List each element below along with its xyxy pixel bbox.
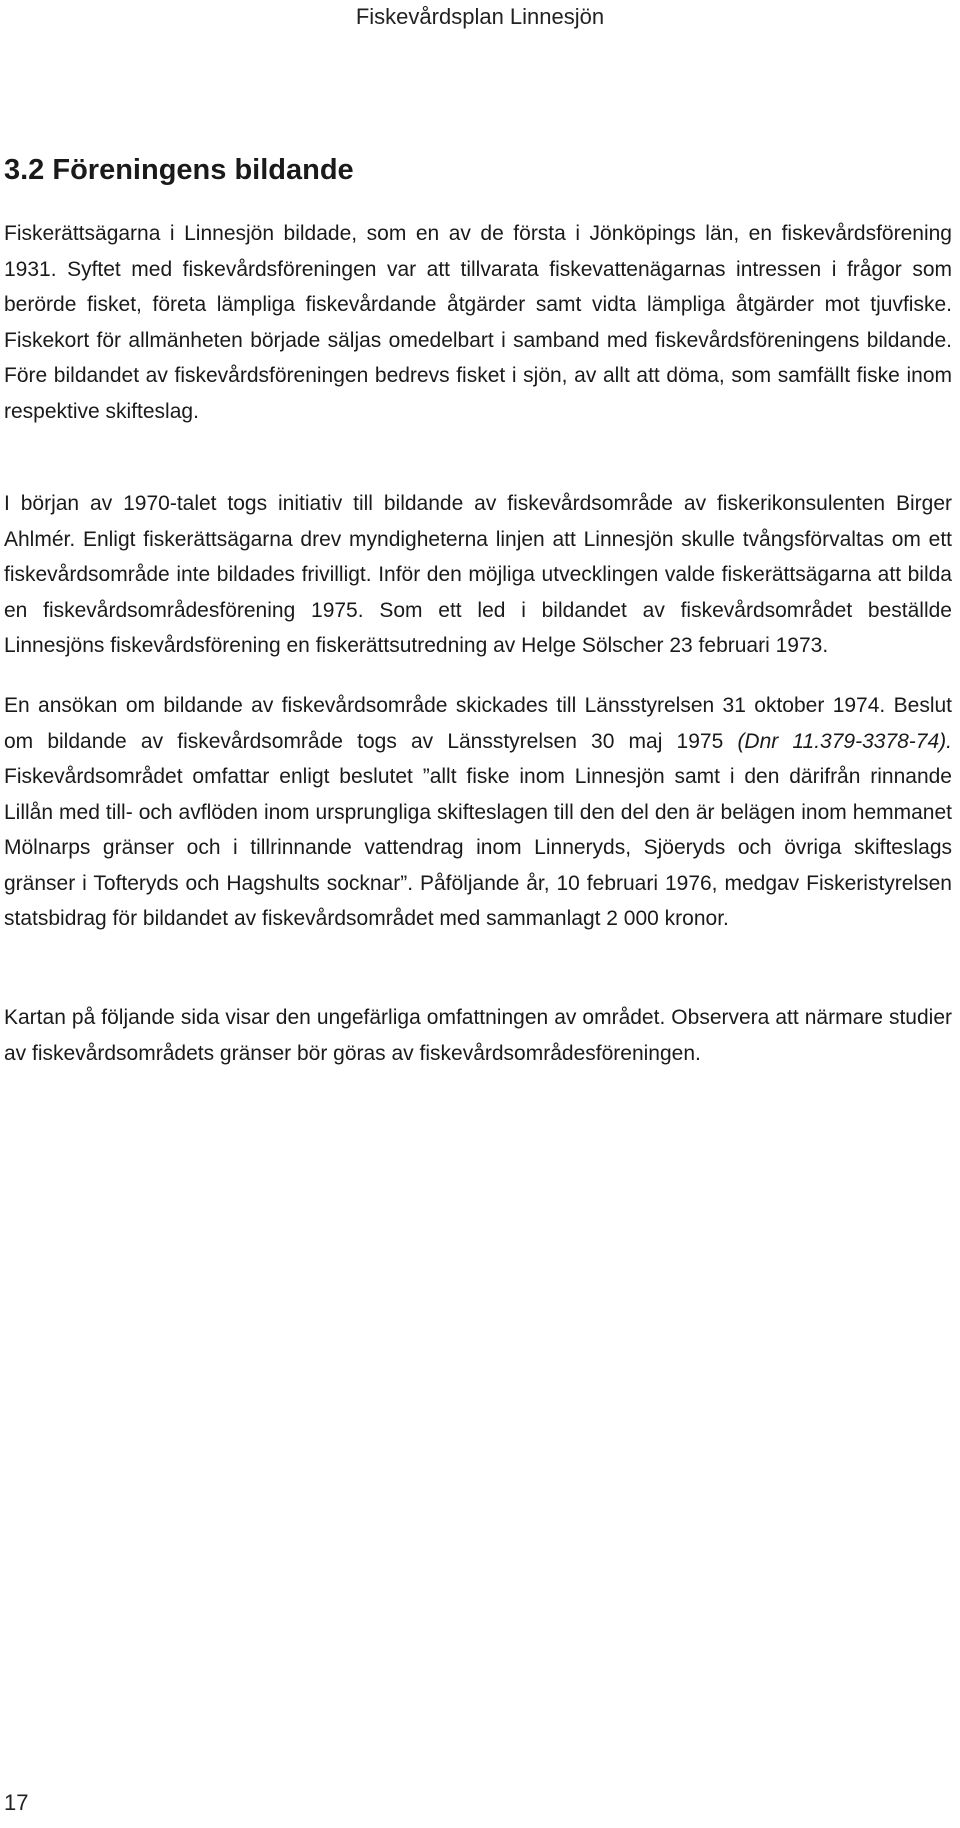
diary-number-reference: (Dnr 11.379-3378-74). <box>737 729 952 753</box>
page-number: 17 <box>4 1790 29 1815</box>
paragraph-4: Kartan på följande sida visar den ungefärliga omfattningen av området. Observera att närmare studier av fiskevårdsområdets gränser bör göras av fiskevårdsområdesföreningen. <box>4 1006 952 1065</box>
page-header: Fiskevårdsplan Linnesjön <box>355 4 605 29</box>
paragraph-3 <box>4 688 952 937</box>
paragraph-3-text-start: En ansökan om bildande av fiskevårdsområde skickades till Länsstyrelsen 31 oktober 1974. Beslut om bildande av fiskevårdsområde togs av Länsstyrelsen 30 maj 1975 <box>4 694 952 753</box>
paragraph-2: I början av 1970-talet togs initiativ till bildande av fiskevårdsområde av fiskerikonsulenten Birger Ahlmér. Enligt fiskerättsägarna drev myndigheterna linjen att Linnesjön skulle tvångsförvaltas om ett fiskevårdsområde inte bildades frivilligt. Inför den möjliga utvecklingen valde fiskerättsägarna att bilda en fiskevårdsområdesförening 1975. Som ett led i bildandet av fiskevårdsområdet beställde Linnesjöns fiskevårdsförening en fiskerättsutredning av Helge Sölscher 23 februari 1973. <box>4 492 952 657</box>
paragraph-3-text-end: Fiskevårdsområdet omfattar enligt beslutet ”allt fiske inom Linnesjön samt i den därifrån rinnande Lillån med till- och avflöden inom ursprungliga skifteslagen till den del den är belägen inom hemmanet Mölnarps gränser och i tillrinnande vattendrag inom Linneryds, Sjöeryds och övriga skifteslags gränser i Tofteryds och Hagshults socknar”. Påföljande år, 10 februari 1976, medgav Fiskeristyrelsen statsbidrag för bildandet av fiskevårdsområdet med sammanlagt 2 000 kronor. <box>4 765 952 930</box>
paragraph-1: Fiskerättsägarna i Linnesjön bildade, som en av de första i Jönköpings län, en fiskevårdsförening 1931. Syftet med fiskevårdsföreningen var att tillvarata fiskevattenägarnas intressen i frågor som berörde fisket, företa lämpliga fiskevårdande åtgärder samt vidta lämpliga åtgärder mot tjuvfiske. Fiskekort för allmänheten började säljas omedelbart i samband med fiskevårdsföreningens bildande. Före bildandet av fiskevårdsföreningen bedrevs fisket i sjön, av allt att döma, som samfällt fiske inom respektive skifteslag. <box>4 222 952 423</box>
section-heading: 3.2 Föreningens bildande <box>4 154 354 186</box>
